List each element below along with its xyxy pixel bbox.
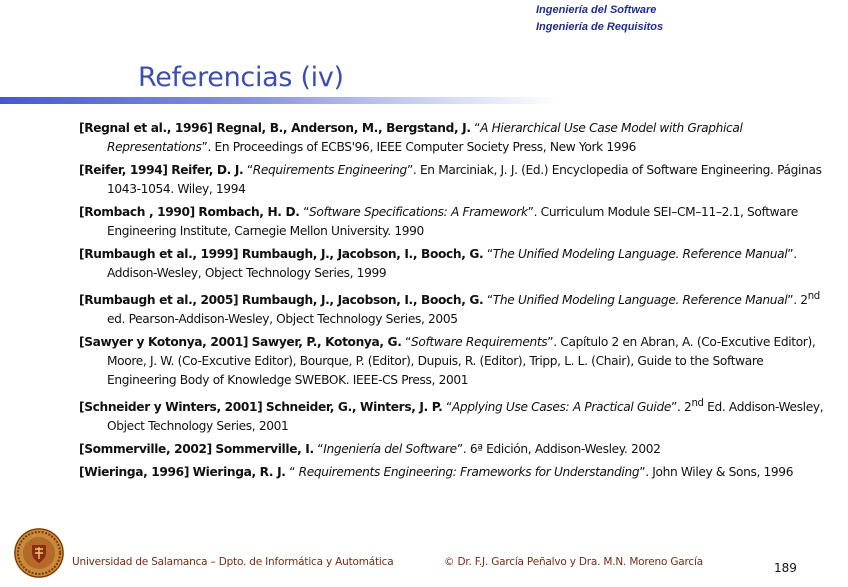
ordinal-superscript: nd (691, 398, 704, 410)
reference-open-quote: “ (486, 247, 493, 261)
reference-open-quote: “ (303, 205, 310, 219)
reference-item (79, 119, 829, 157)
reference-open-quote: “ (246, 163, 253, 177)
university-seal-icon (13, 527, 65, 579)
subject-name: Ingeniería de Requisitos (536, 21, 664, 33)
reference-authors: Rumbaugh, J., Jacobson, I., Booch, G. (241, 247, 484, 261)
course-name: Ingeniería del Software (536, 4, 657, 16)
reference-authors: Reifer, D. J. (171, 163, 244, 177)
title-underline-bar (0, 97, 560, 104)
reference-key: [Regnal et al., 1996] (79, 121, 213, 135)
footer-institution: Universidad de Salamanca – Dpto. de Informática y Automática (72, 556, 394, 568)
reference-details: ”. En Marciniak, J. J. (Ed.) Encyclopedia of Software Engineering. Páginas 1043-1054. Wiley, 1994 (107, 163, 822, 196)
reference-list (79, 119, 829, 486)
reference-key: [Rombach , 1990] (79, 205, 195, 219)
reference-authors: Schneider, G., Winters, J. P. (265, 400, 443, 415)
reference-details: ”. Curriculum Module SEI–CM–11–2.1, Software Engineering Institute, Carnegie Mellon University. 1990 (107, 205, 798, 238)
reference-title: A Hierarchical Use Case Model with Graphical Representations (107, 121, 743, 154)
reference-details: ”. En Proceedings of ECBS'96, IEEE Computer Society Press, New York 1996 (201, 140, 636, 154)
reference-open-quote: “ (289, 465, 299, 480)
ordinal-superscript: nd (807, 291, 820, 302)
reference-key: [Sommerville, 2002] (79, 442, 212, 457)
reference-item (79, 203, 829, 241)
reference-details: ”. Capítulo 2 en Abran, A. (Co-Excutive Editor), Moore, J. W. (Co-Excutive Editor), Bourque, P. (Editor), Dupuis, R. (Editor), Tripp, L. L. (Chair), Guide to the Software Engineering Body of Knowledge SWEBOK. IEEE-CS Press, 2001 (107, 335, 816, 388)
reference-details-prefix: ”. 2 (787, 293, 808, 308)
reference-authors: Sommerville, I. (215, 442, 314, 457)
reference-item (79, 287, 829, 329)
reference-item (79, 463, 829, 482)
reference-details: ”. 6ª Edición, Addison-Wesley. 2002 (456, 442, 661, 457)
reference-open-quote: “ (405, 335, 411, 350)
reference-authors: Rumbaugh, J., Jacobson, I., Booch, G. (241, 293, 484, 308)
reference-item (79, 245, 829, 283)
reference-details: ”. John Wiley & Sons, 1996 (639, 465, 794, 480)
reference-item (79, 161, 829, 199)
reference-authors: Sawyer, P., Kotonya, G. (251, 335, 402, 350)
reference-details: ”. Addison-Wesley, Object Technology Series, 1999 (107, 247, 797, 280)
reference-key: [Reifer, 1994] (79, 163, 168, 177)
reference-open-quote: “ (486, 293, 493, 308)
reference-title: Requirements Engineering: Frameworks for Understanding (298, 465, 640, 480)
reference-title: The Unified Modeling Language. Reference Manual (492, 293, 788, 308)
reference-details: Ed. Addison-Wesley, Object Technology Series, 2001 (107, 400, 824, 434)
reference-authors: Regnal, B., Anderson, M., Bergstand, J. (216, 121, 471, 135)
reference-details: ed. Pearson-Addison-Wesley, Object Technology Series, 2005 (107, 312, 458, 327)
reference-title: Software Specifications: A Framework (309, 205, 528, 219)
slide-header (536, 2, 663, 36)
page-number: 189 (774, 561, 797, 575)
reference-details-prefix: ”. 2 (671, 400, 692, 415)
reference-title: Applying Use Cases: A Practical Guide (451, 400, 672, 415)
reference-key: [Sawyer y Kotonya, 2001] (79, 335, 249, 350)
reference-title: The Unified Modeling Language. Reference Manual (492, 247, 788, 261)
reference-key: [Rumbaugh et al., 1999] (79, 247, 239, 261)
reference-title: Software Requirements (411, 335, 548, 350)
footer-copyright: © Dr. F.J. García Peñalvo y Dra. M.N. Moreno García (444, 556, 703, 568)
reference-item (79, 394, 829, 436)
reference-open-quote: “ (317, 442, 324, 457)
reference-open-quote: “ (474, 121, 481, 135)
reference-title: Requirements Engineering (252, 163, 407, 177)
reference-item (79, 440, 829, 459)
reference-title: Ingeniería del Software (323, 442, 457, 457)
reference-item (79, 333, 829, 390)
reference-authors: Rombach, H. D. (198, 205, 300, 219)
reference-key: [Rumbaugh et al., 2005] (79, 293, 239, 308)
reference-key: [Schneider y Winters, 2001] (79, 400, 263, 415)
reference-authors: Wieringa, R. J. (192, 465, 286, 480)
reference-key: [Wieringa, 1996] (79, 465, 190, 480)
slide-title: Referencias (iv) (138, 62, 344, 93)
reference-open-quote: “ (445, 400, 452, 415)
